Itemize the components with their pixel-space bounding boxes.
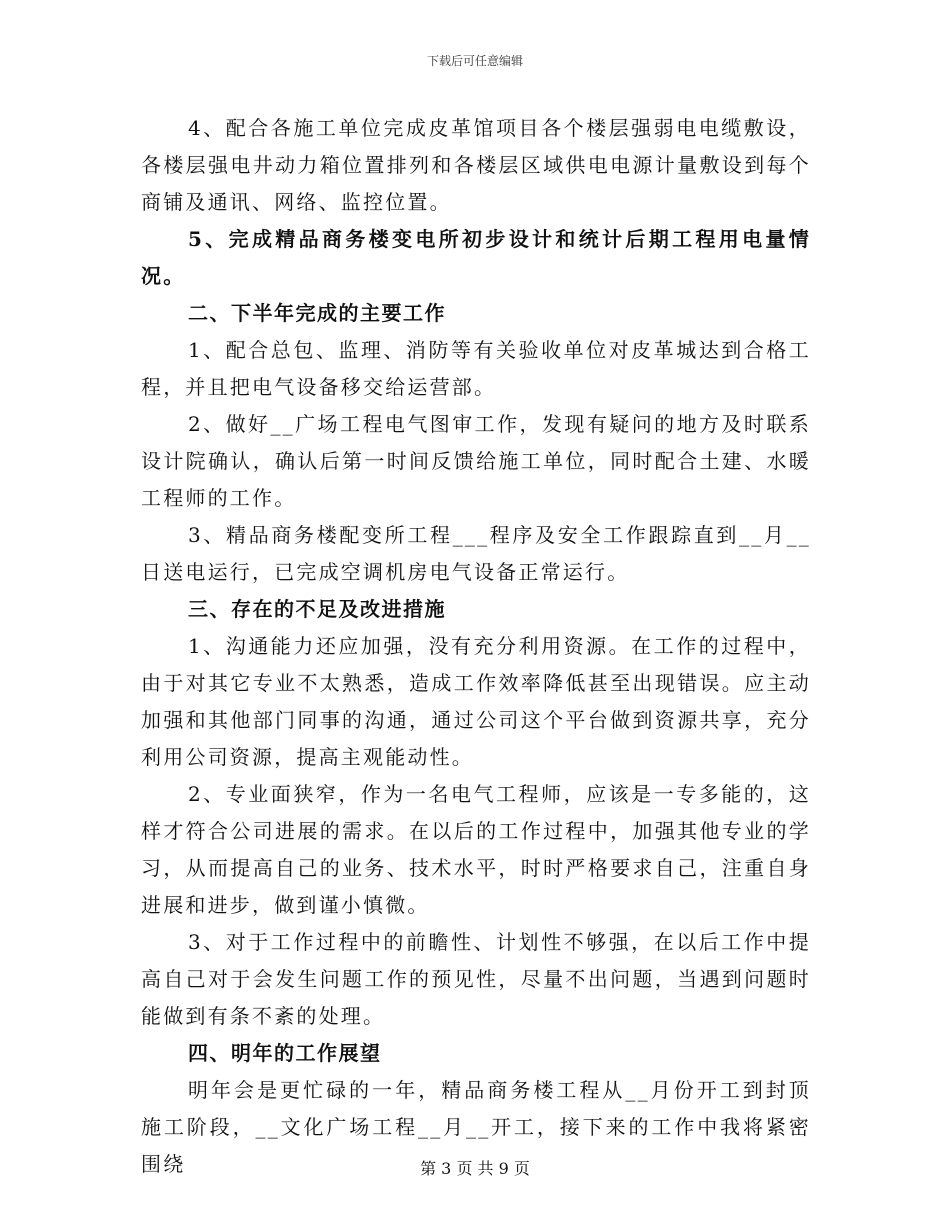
paragraph-item-3-3: 3、对于工作过程中的前瞻性、计划性不够强，在以后工作中提高自己对于会发生问题工作的预见性，尽量不出问题，当遇到问题时能做到有条不紊的处理。 bbox=[141, 930, 811, 1028]
paragraph-item-4: 4、配合各施工单位完成皮革馆项目各个楼层强弱电电缆敷设，各楼层强电井动力箱位置排列和各楼层区域供电电源计量敷设到每个商铺及通讯、网络、监控位置。 bbox=[141, 116, 811, 214]
paragraph-item-3-1: 1、沟通能力还应加强，没有充分利用资源。在工作的过程中，由于对其它专业不太熟悉，造成工作效率降低甚至出现错误。应主动加强和其他部门同事的沟通，通过公司这个平台做到资源共享，充分利用公司资源，提高主观能动性。 bbox=[141, 634, 811, 769]
section-heading-2: 二、下半年完成的主要工作 bbox=[188, 301, 446, 325]
paragraph-item-3-2: 2、专业面狭窄，作为一名电气工程师，应该是一专多能的，这样才符合公司进展的需求。在以后的工作过程中，加强其他专业的学习，从而提高自己的业务、技术水平，时时严格要求自己，注重自身进展和进步，做到谨小慎微。 bbox=[141, 782, 811, 917]
section-heading-4: 四、明年的工作展望 bbox=[188, 1041, 382, 1065]
paragraph-outlook: 明年会是更忙碌的一年，精品商务楼工程从__月份开工到封顶施工阶段，__文化广场工程__月__开工，接下来的工作中我将紧密围绕 bbox=[141, 1078, 811, 1176]
page-header: 下载后可任意编辑 bbox=[426, 54, 523, 68]
paragraph-item-5: 5、完成精品商务楼变电所初步设计和统计后期工程用电量情况。 bbox=[141, 227, 811, 288]
paragraph-item-2-1: 1、配合总包、监理、消防等有关验收单位对皮革城达到合格工程，并且把电气设备移交给运营部。 bbox=[141, 338, 811, 399]
paragraph-item-2-3: 3、精品商务楼配变所工程___程序及安全工作跟踪直到__月__日送电运行，已完成空调机房电气设备正常运行。 bbox=[141, 523, 811, 584]
document-body bbox=[141, 110, 811, 1183]
section-heading-3: 三、存在的不足及改进措施 bbox=[188, 597, 446, 621]
paragraph-item-2-2: 2、做好__广场工程电气图审工作，发现有疑问的地方及时联系设计院确认，确认后第一时间反馈给施工单位，同时配合土建、水暖工程师的工作。 bbox=[141, 412, 811, 510]
page-footer: 第 3 页 共 9 页 bbox=[420, 1159, 530, 1178]
